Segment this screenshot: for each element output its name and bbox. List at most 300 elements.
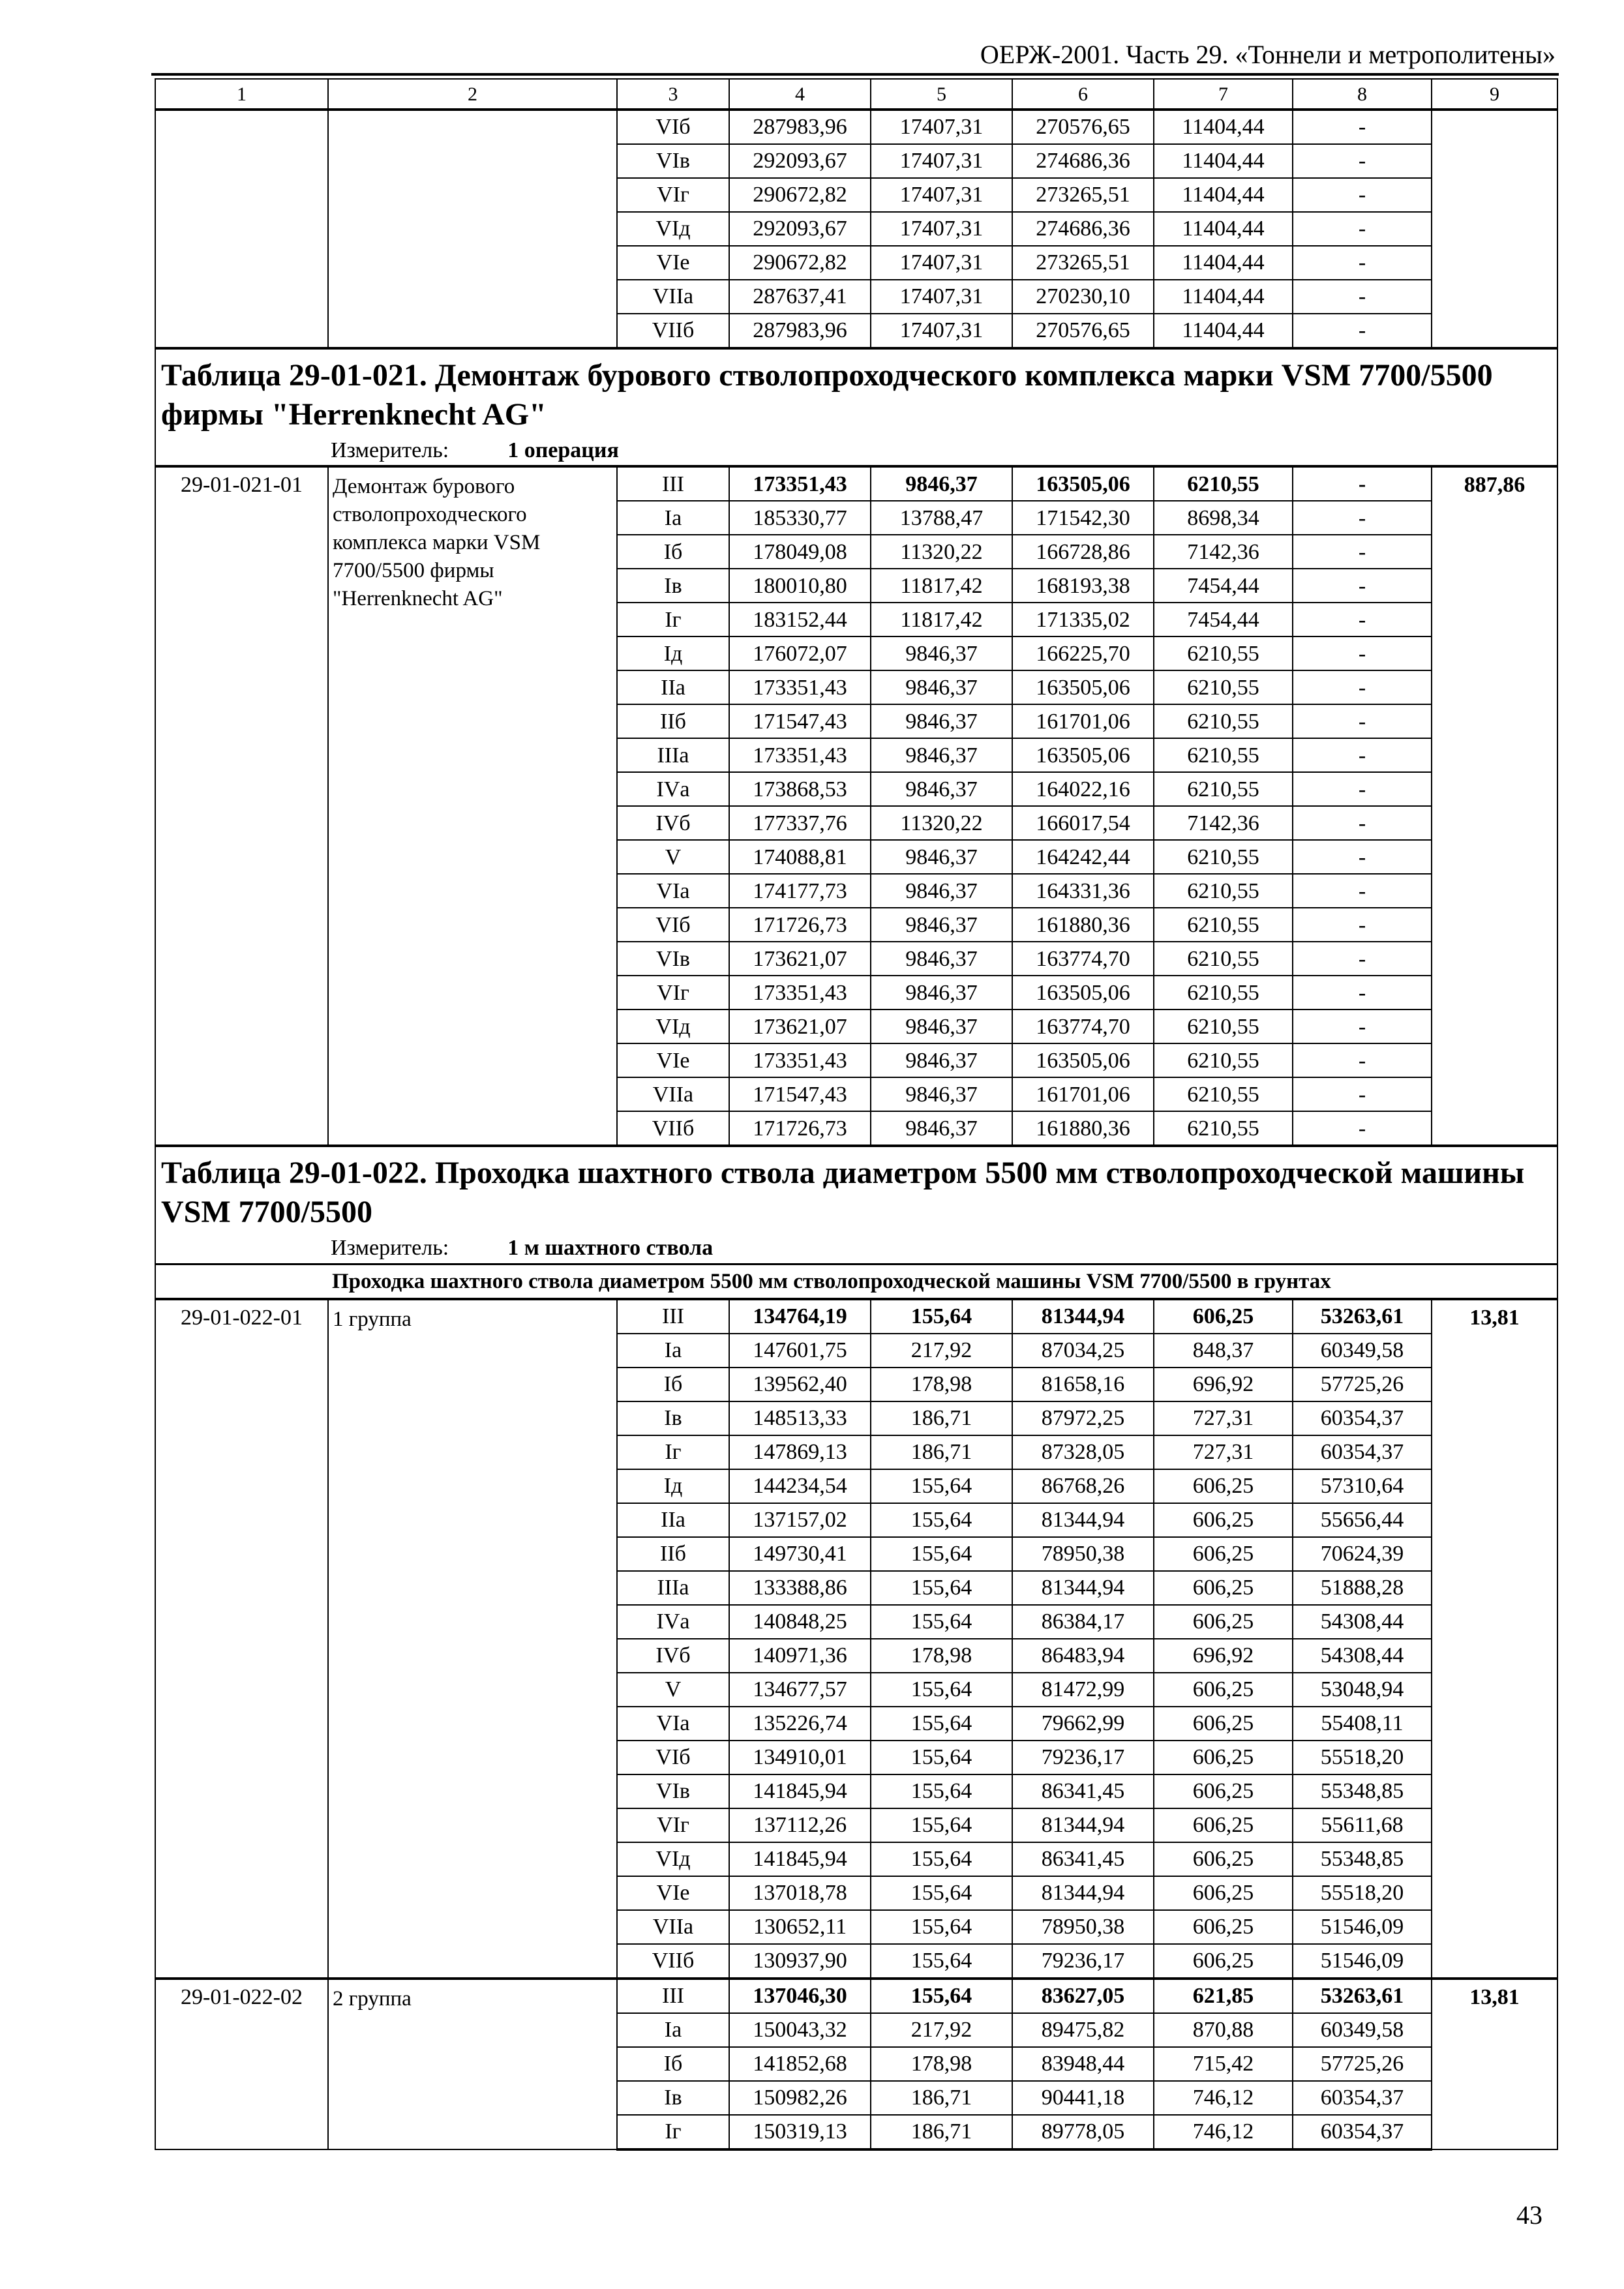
rates-table: [155, 78, 1558, 2151]
value-cell: 606,25: [1154, 1605, 1293, 1639]
value-cell: 86341,45: [1012, 1774, 1154, 1808]
zone-cell: VIд: [617, 212, 729, 246]
value-cell: 137157,02: [729, 1503, 871, 1537]
value-cell: 89475,82: [1012, 2013, 1154, 2047]
value-cell: -: [1293, 874, 1432, 908]
zone-cell: VIе: [617, 1876, 729, 1910]
value-cell: 6210,55: [1154, 1111, 1293, 1146]
value-cell: -: [1293, 806, 1432, 840]
table-subheading: Проходка шахтного ствола диаметром 5500 мм стволопроходческой машины VSM 7700/5500 в грунтах: [155, 1264, 1557, 1299]
zone-cell: VIв: [617, 144, 729, 178]
value-cell: 287983,96: [729, 110, 871, 144]
value-cell: 186,71: [871, 2115, 1012, 2149]
value-cell: 79236,17: [1012, 1741, 1154, 1774]
value-cell: 140971,36: [729, 1639, 871, 1673]
value-cell: 11404,44: [1154, 212, 1293, 246]
value-cell: 606,25: [1154, 1808, 1293, 1842]
value-cell: -: [1293, 246, 1432, 280]
value-cell: 217,92: [871, 2013, 1012, 2047]
value-cell: 137046,30: [729, 1979, 871, 2013]
item-name: [328, 110, 617, 348]
zone-cell: Iб: [617, 2047, 729, 2081]
value-cell: 9846,37: [871, 1111, 1012, 1146]
item-code: [155, 110, 328, 348]
value-cell: 9846,37: [871, 976, 1012, 1010]
value-cell: -: [1293, 178, 1432, 212]
value-cell: 186,71: [871, 1401, 1012, 1435]
value-cell: 11320,22: [871, 806, 1012, 840]
value-cell: 606,25: [1154, 1910, 1293, 1944]
value-cell: 155,64: [871, 1707, 1012, 1741]
value-cell: 155,64: [871, 1299, 1012, 1334]
value-cell: 6210,55: [1154, 1010, 1293, 1043]
value-cell: 9846,37: [871, 636, 1012, 670]
zone-cell: VIIб: [617, 1111, 729, 1146]
value-cell: -: [1293, 1010, 1432, 1043]
value-cell: 55518,20: [1293, 1876, 1432, 1910]
value-cell: 155,64: [871, 1741, 1012, 1774]
zone-cell: Iг: [617, 603, 729, 636]
zone-cell: VIIа: [617, 280, 729, 314]
running-header: ОЕРЖ-2001. Часть 29. «Тоннели и метрополитены»: [980, 40, 1556, 69]
value-cell: 9846,37: [871, 942, 1012, 976]
value-cell: 173621,07: [729, 942, 871, 976]
value-cell: 6210,55: [1154, 670, 1293, 704]
value-cell: 606,25: [1154, 1707, 1293, 1741]
zone-cell: VIв: [617, 942, 729, 976]
zone-cell: Iв: [617, 1401, 729, 1435]
zone-cell: IIIа: [617, 738, 729, 772]
value-cell: 155,64: [871, 1910, 1012, 1944]
table-title: Таблица 29-01-022. Проходка шахтного ствола диаметром 5500 мм стволопроходческой машины VSM 7700/5500: [161, 1156, 1525, 1230]
value-cell: 166225,70: [1012, 636, 1154, 670]
value-cell: 274686,36: [1012, 212, 1154, 246]
value-cell: 270230,10: [1012, 280, 1154, 314]
value-cell: 606,25: [1154, 1469, 1293, 1503]
value-cell: -: [1293, 144, 1432, 178]
value-cell: 7142,36: [1154, 535, 1293, 569]
zone-cell: VIе: [617, 1043, 729, 1077]
value-cell: 606,25: [1154, 1503, 1293, 1537]
zone-cell: VIа: [617, 874, 729, 908]
value-cell: 186,71: [871, 1435, 1012, 1469]
value-cell: 155,64: [871, 1842, 1012, 1876]
value-cell: 8698,34: [1154, 501, 1293, 535]
value-cell: 60354,37: [1293, 1401, 1432, 1435]
zone-cell: V: [617, 840, 729, 874]
meter-value: 1 м шахтного ствола: [507, 1236, 714, 1261]
value-cell: 177337,76: [729, 806, 871, 840]
table-row: [155, 110, 1557, 144]
value-cell: 606,25: [1154, 1537, 1293, 1571]
value-cell: 55611,68: [1293, 1808, 1432, 1842]
value-cell: 6210,55: [1154, 704, 1293, 738]
value-cell: 183152,44: [729, 603, 871, 636]
zone-cell: VIе: [617, 246, 729, 280]
value-cell: 696,92: [1154, 1639, 1293, 1673]
value-cell: 150982,26: [729, 2081, 871, 2115]
meter-value: 1 операция: [507, 438, 619, 462]
value-cell: 155,64: [871, 1808, 1012, 1842]
value-cell: 171542,30: [1012, 501, 1154, 535]
value-cell: 55656,44: [1293, 1503, 1432, 1537]
column-number: 7: [1154, 79, 1293, 110]
value-cell: 6210,55: [1154, 1043, 1293, 1077]
value-cell: 133388,86: [729, 1571, 871, 1605]
zone-cell: VIIа: [617, 1910, 729, 1944]
value-cell: 134910,01: [729, 1741, 871, 1774]
value-cell: 86341,45: [1012, 1842, 1154, 1876]
value-cell: 141845,94: [729, 1774, 871, 1808]
table-title-row: [155, 1146, 1557, 1264]
zone-cell: Iд: [617, 1469, 729, 1503]
zone-cell: Iб: [617, 1368, 729, 1401]
value-cell: 185330,77: [729, 501, 871, 535]
value-cell: 6210,55: [1154, 1077, 1293, 1111]
value-cell: 173351,43: [729, 976, 871, 1010]
value-cell: 274686,36: [1012, 144, 1154, 178]
value-cell: 149730,41: [729, 1537, 871, 1571]
value-cell: -: [1293, 704, 1432, 738]
value-cell: 130937,90: [729, 1944, 871, 1979]
value-cell: 6210,55: [1154, 738, 1293, 772]
value-cell: 155,64: [871, 1979, 1012, 2013]
value-cell: 290672,82: [729, 246, 871, 280]
zone-cell: VIг: [617, 178, 729, 212]
value-cell: -: [1293, 1111, 1432, 1146]
value-cell: 606,25: [1154, 1673, 1293, 1707]
value-cell: 150319,13: [729, 2115, 871, 2149]
value-cell: 163505,06: [1012, 670, 1154, 704]
value-cell: 870,88: [1154, 2013, 1293, 2047]
value-cell: 17407,31: [871, 314, 1012, 348]
item-code: 29-01-021-01: [155, 466, 328, 1146]
zone-cell: IVб: [617, 806, 729, 840]
column-number: 2: [328, 79, 617, 110]
value-cell: 57725,26: [1293, 1368, 1432, 1401]
zone-cell: Iв: [617, 569, 729, 603]
value-cell: 51546,09: [1293, 1944, 1432, 1979]
value-cell: 90441,18: [1012, 2081, 1154, 2115]
value-cell: -: [1293, 1077, 1432, 1111]
value-cell: 17407,31: [871, 280, 1012, 314]
zone-cell: VIIб: [617, 314, 729, 348]
value-cell: 55408,11: [1293, 1707, 1432, 1741]
value-cell: 150043,32: [729, 2013, 871, 2047]
value-cell: 606,25: [1154, 1774, 1293, 1808]
value-cell: 54308,44: [1293, 1605, 1432, 1639]
zone-cell: VIд: [617, 1842, 729, 1876]
value-cell: 7454,44: [1154, 603, 1293, 636]
value-cell: 848,37: [1154, 1334, 1293, 1368]
value-cell: 11404,44: [1154, 144, 1293, 178]
zone-cell: IVб: [617, 1639, 729, 1673]
value-cell: 79662,99: [1012, 1707, 1154, 1741]
zone-cell: VIг: [617, 1808, 729, 1842]
value-cell: -: [1293, 772, 1432, 806]
value-cell: 53048,94: [1293, 1673, 1432, 1707]
value-cell: 55518,20: [1293, 1741, 1432, 1774]
column-number: 4: [729, 79, 871, 110]
value-cell: 141845,94: [729, 1842, 871, 1876]
value-cell: 134677,57: [729, 1673, 871, 1707]
zone-cell: Iд: [617, 636, 729, 670]
value-cell: 9846,37: [871, 840, 1012, 874]
value-cell: 273265,51: [1012, 178, 1154, 212]
zone-cell: III: [617, 466, 729, 501]
value-cell: 7454,44: [1154, 569, 1293, 603]
value-cell: -: [1293, 569, 1432, 603]
value-cell: 9846,37: [871, 670, 1012, 704]
value-cell: 6210,55: [1154, 976, 1293, 1010]
value-cell: 134764,19: [729, 1299, 871, 1334]
table-row: [155, 466, 1557, 501]
value-cell: 178,98: [871, 1639, 1012, 1673]
value-cell: 173868,53: [729, 772, 871, 806]
value-cell: 178,98: [871, 2047, 1012, 2081]
labor-cost-cell: [1432, 110, 1557, 348]
value-cell: 155,64: [871, 1673, 1012, 1707]
value-cell: 186,71: [871, 2081, 1012, 2115]
value-cell: 173351,43: [729, 466, 871, 501]
value-cell: 161880,36: [1012, 1111, 1154, 1146]
value-cell: 9846,37: [871, 874, 1012, 908]
value-cell: 161701,06: [1012, 1077, 1154, 1111]
value-cell: 87972,25: [1012, 1401, 1154, 1435]
value-cell: -: [1293, 603, 1432, 636]
value-cell: 171335,02: [1012, 603, 1154, 636]
value-cell: 161880,36: [1012, 908, 1154, 942]
value-cell: 11404,44: [1154, 178, 1293, 212]
value-cell: 140848,25: [729, 1605, 871, 1639]
value-cell: -: [1293, 280, 1432, 314]
value-cell: 81344,94: [1012, 1808, 1154, 1842]
value-cell: 6210,55: [1154, 840, 1293, 874]
value-cell: 81344,94: [1012, 1876, 1154, 1910]
zone-cell: VIв: [617, 1774, 729, 1808]
value-cell: 141852,68: [729, 2047, 871, 2081]
value-cell: 11404,44: [1154, 246, 1293, 280]
value-cell: -: [1293, 738, 1432, 772]
value-cell: 17407,31: [871, 178, 1012, 212]
value-cell: -: [1293, 976, 1432, 1010]
table-title-row: [155, 348, 1557, 466]
zone-cell: IIа: [617, 1503, 729, 1537]
value-cell: -: [1293, 1043, 1432, 1077]
value-cell: 87328,05: [1012, 1435, 1154, 1469]
labor-cost-cell: 13,81: [1432, 1299, 1557, 1979]
value-cell: 173351,43: [729, 738, 871, 772]
zone-cell: Iа: [617, 501, 729, 535]
zone-cell: Iв: [617, 2081, 729, 2115]
zone-cell: IVа: [617, 772, 729, 806]
labor-cost-cell: 887,86: [1432, 466, 1557, 1146]
zone-cell: VIб: [617, 908, 729, 942]
column-number: 1: [155, 79, 328, 110]
table-title-cell: [155, 348, 1557, 466]
zone-cell: III: [617, 1299, 729, 1334]
value-cell: 163505,06: [1012, 738, 1154, 772]
value-cell: 173351,43: [729, 1043, 871, 1077]
value-cell: -: [1293, 942, 1432, 976]
value-cell: 78950,38: [1012, 1910, 1154, 1944]
column-number: 5: [871, 79, 1012, 110]
value-cell: 173621,07: [729, 1010, 871, 1043]
value-cell: 55348,85: [1293, 1842, 1432, 1876]
zone-cell: Iг: [617, 2115, 729, 2149]
value-cell: 6210,55: [1154, 466, 1293, 501]
value-cell: 292093,67: [729, 144, 871, 178]
value-cell: 9846,37: [871, 466, 1012, 501]
value-cell: 9846,37: [871, 1010, 1012, 1043]
value-cell: 171547,43: [729, 704, 871, 738]
labor-cost-cell: 13,81: [1432, 1979, 1557, 2149]
value-cell: 9846,37: [871, 1043, 1012, 1077]
value-cell: -: [1293, 212, 1432, 246]
value-cell: 17407,31: [871, 246, 1012, 280]
zone-cell: VIг: [617, 976, 729, 1010]
value-cell: 6210,55: [1154, 908, 1293, 942]
value-cell: 746,12: [1154, 2081, 1293, 2115]
value-cell: 727,31: [1154, 1401, 1293, 1435]
value-cell: 53263,61: [1293, 1979, 1432, 2013]
value-cell: 17407,31: [871, 110, 1012, 144]
value-cell: 60354,37: [1293, 2115, 1432, 2149]
zone-cell: VIа: [617, 1707, 729, 1741]
value-cell: 163505,06: [1012, 466, 1154, 501]
value-cell: 135226,74: [729, 1707, 871, 1741]
item-code: 29-01-022-02: [155, 1979, 328, 2149]
meter-line: [331, 1236, 1552, 1260]
value-cell: 6210,55: [1154, 874, 1293, 908]
value-cell: 147869,13: [729, 1435, 871, 1469]
zone-cell: Iа: [617, 1334, 729, 1368]
meter-label: Измеритель:: [331, 1236, 449, 1261]
zone-cell: IIа: [617, 670, 729, 704]
value-cell: 11817,42: [871, 603, 1012, 636]
value-cell: 164331,36: [1012, 874, 1154, 908]
zone-cell: Iг: [617, 1435, 729, 1469]
value-cell: 171726,73: [729, 908, 871, 942]
value-cell: 606,25: [1154, 1876, 1293, 1910]
value-cell: 130652,11: [729, 1910, 871, 1944]
meter-label: Измеритель:: [331, 438, 449, 462]
value-cell: 11817,42: [871, 569, 1012, 603]
column-number: 6: [1012, 79, 1154, 110]
value-cell: 9846,37: [871, 738, 1012, 772]
value-cell: 606,25: [1154, 1571, 1293, 1605]
zone-cell: Iб: [617, 535, 729, 569]
value-cell: 81344,94: [1012, 1299, 1154, 1334]
value-cell: 164242,44: [1012, 840, 1154, 874]
table-row: [155, 1299, 1557, 1334]
value-cell: 696,92: [1154, 1368, 1293, 1401]
value-cell: 176072,07: [729, 636, 871, 670]
value-cell: 139562,40: [729, 1368, 871, 1401]
value-cell: 81472,99: [1012, 1673, 1154, 1707]
value-cell: 270576,65: [1012, 110, 1154, 144]
zone-cell: VIIб: [617, 1944, 729, 1979]
value-cell: 60349,58: [1293, 1334, 1432, 1368]
value-cell: 166017,54: [1012, 806, 1154, 840]
value-cell: 57725,26: [1293, 2047, 1432, 2081]
value-cell: 178,98: [871, 1368, 1012, 1401]
value-cell: -: [1293, 535, 1432, 569]
value-cell: -: [1293, 110, 1432, 144]
column-number-row: [155, 79, 1557, 110]
value-cell: 17407,31: [871, 212, 1012, 246]
value-cell: 163505,06: [1012, 1043, 1154, 1077]
value-cell: 621,85: [1154, 1979, 1293, 2013]
value-cell: 11404,44: [1154, 314, 1293, 348]
value-cell: 715,42: [1154, 2047, 1293, 2081]
value-cell: 83948,44: [1012, 2047, 1154, 2081]
value-cell: 60349,58: [1293, 2013, 1432, 2047]
value-cell: 86483,94: [1012, 1639, 1154, 1673]
table-title-cell: [155, 1146, 1557, 1264]
column-number: 3: [617, 79, 729, 110]
item-name: 2 группа: [328, 1979, 617, 2149]
value-cell: 51546,09: [1293, 1910, 1432, 1944]
value-cell: 9846,37: [871, 1077, 1012, 1111]
value-cell: 180010,80: [729, 569, 871, 603]
value-cell: 6210,55: [1154, 772, 1293, 806]
value-cell: 83627,05: [1012, 1979, 1154, 2013]
value-cell: 9846,37: [871, 908, 1012, 942]
value-cell: 78950,38: [1012, 1537, 1154, 1571]
column-number: 8: [1293, 79, 1432, 110]
item-code: 29-01-022-01: [155, 1299, 328, 1979]
value-cell: 171547,43: [729, 1077, 871, 1111]
header-rule: [151, 73, 1559, 76]
value-cell: 155,64: [871, 1774, 1012, 1808]
zone-cell: Iа: [617, 2013, 729, 2047]
value-cell: 155,64: [871, 1605, 1012, 1639]
zone-cell: VIIа: [617, 1077, 729, 1111]
value-cell: 11404,44: [1154, 280, 1293, 314]
item-name: 1 группа: [328, 1299, 617, 1979]
value-cell: 9846,37: [871, 772, 1012, 806]
value-cell: 606,25: [1154, 1741, 1293, 1774]
value-cell: 166728,86: [1012, 535, 1154, 569]
value-cell: 7142,36: [1154, 806, 1293, 840]
value-cell: 54308,44: [1293, 1639, 1432, 1673]
value-cell: 81658,16: [1012, 1368, 1154, 1401]
value-cell: 137018,78: [729, 1876, 871, 1910]
value-cell: 9846,37: [871, 704, 1012, 738]
value-cell: 217,92: [871, 1334, 1012, 1368]
zone-cell: IVа: [617, 1605, 729, 1639]
value-cell: -: [1293, 636, 1432, 670]
value-cell: 287637,41: [729, 280, 871, 314]
value-cell: 81344,94: [1012, 1503, 1154, 1537]
value-cell: 270576,65: [1012, 314, 1154, 348]
value-cell: 11320,22: [871, 535, 1012, 569]
value-cell: 55348,85: [1293, 1774, 1432, 1808]
value-cell: 155,64: [871, 1469, 1012, 1503]
value-cell: -: [1293, 840, 1432, 874]
value-cell: 727,31: [1154, 1435, 1293, 1469]
zone-cell: V: [617, 1673, 729, 1707]
value-cell: 148513,33: [729, 1401, 871, 1435]
value-cell: 11404,44: [1154, 110, 1293, 144]
value-cell: 171726,73: [729, 1111, 871, 1146]
zone-cell: IIб: [617, 704, 729, 738]
value-cell: 6210,55: [1154, 942, 1293, 976]
value-cell: 155,64: [871, 1503, 1012, 1537]
value-cell: 53263,61: [1293, 1299, 1432, 1334]
page-number: 43: [1516, 2200, 1542, 2230]
